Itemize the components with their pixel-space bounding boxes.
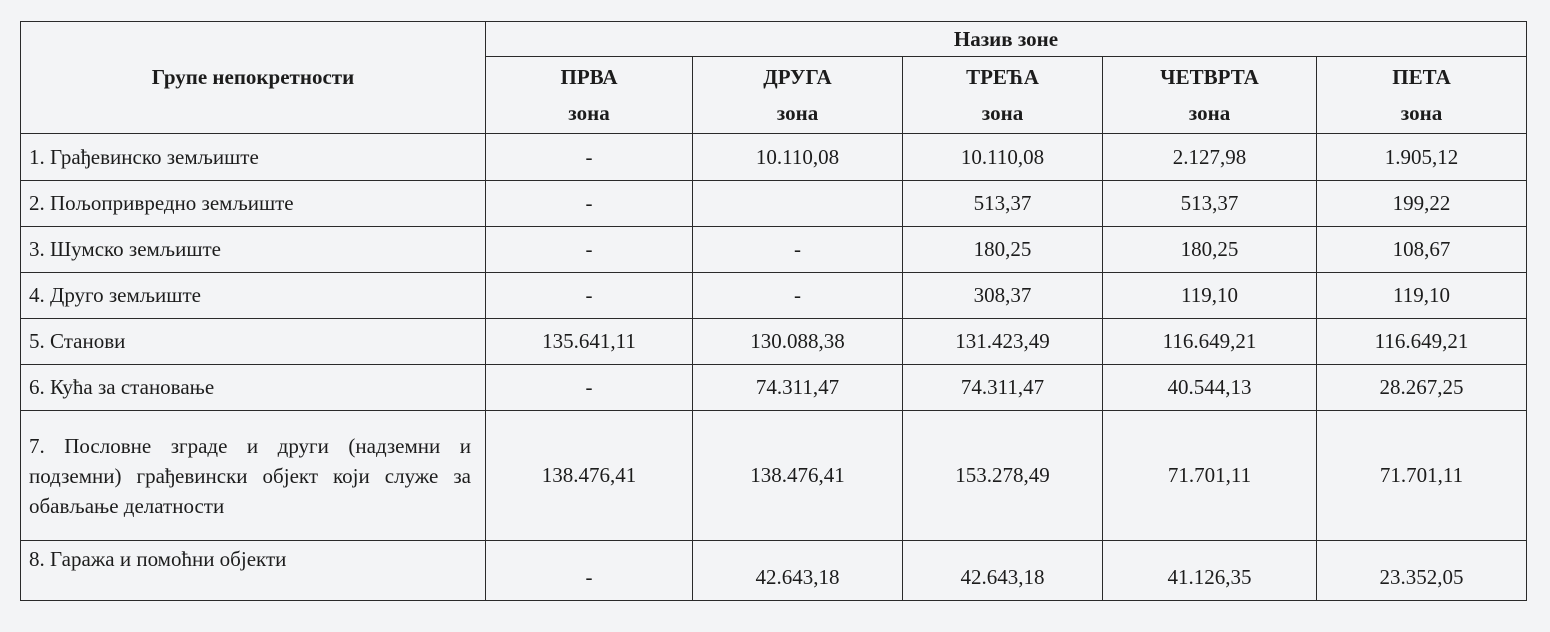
zone-column-header xyxy=(1103,57,1317,134)
table-cell: 130.088,38 xyxy=(693,319,903,365)
table-cell: 28.267,25 xyxy=(1317,365,1527,411)
table-cell: 108,67 xyxy=(1317,227,1527,273)
table-cell: 116.649,21 xyxy=(1103,319,1317,365)
table-cell: - xyxy=(693,273,903,319)
table-cell: 41.126,35 xyxy=(1103,541,1317,601)
row-label: 3. Шумско земљиште xyxy=(21,227,486,273)
table-cell: 199,22 xyxy=(1317,181,1527,227)
table-cell: 74.311,47 xyxy=(903,365,1103,411)
zone-name: ДРУГА xyxy=(763,65,832,89)
table-row xyxy=(21,227,1527,273)
table-cell: 138.476,41 xyxy=(486,411,693,541)
table-cell: 119,10 xyxy=(1103,273,1317,319)
zone-name: ПЕТА xyxy=(1392,65,1451,89)
table-cell: - xyxy=(486,134,693,181)
table-cell: 513,37 xyxy=(1103,181,1317,227)
table-cell: - xyxy=(486,365,693,411)
table-row xyxy=(21,134,1527,181)
row-label: 4. Друго земљиште xyxy=(21,273,486,319)
table-cell: 71.701,11 xyxy=(1103,411,1317,541)
table-cell: 119,10 xyxy=(1317,273,1527,319)
table-row xyxy=(21,319,1527,365)
zone-sub: зона xyxy=(776,101,819,125)
table-cell: 40.544,13 xyxy=(1103,365,1317,411)
group-column-header: Групе непокретности xyxy=(21,22,486,134)
row-label: 7. Пословне зграде и други (надземни и подземни) грађевински објект који служе за обављање делатности xyxy=(21,411,486,541)
zone-name: ТРЕЋА xyxy=(966,65,1039,89)
table-cell: 23.352,05 xyxy=(1317,541,1527,601)
row-label: 2. Пољопривредно земљиште xyxy=(21,181,486,227)
table-cell: 10.110,08 xyxy=(693,134,903,181)
table-cell: 1.905,12 xyxy=(1317,134,1527,181)
table-cell: 513,37 xyxy=(903,181,1103,227)
row-label: 6. Кућа за становање xyxy=(21,365,486,411)
table-cell: 10.110,08 xyxy=(903,134,1103,181)
table-cell: - xyxy=(486,541,693,601)
zone-column-header xyxy=(903,57,1103,134)
table-row xyxy=(21,181,1527,227)
table-cell: 42.643,18 xyxy=(693,541,903,601)
table-row xyxy=(21,411,1527,541)
table-cell: 180,25 xyxy=(1103,227,1317,273)
zone-column-header xyxy=(1317,57,1527,134)
zone-sub: зона xyxy=(568,101,610,125)
table-cell: 2.127,98 xyxy=(1103,134,1317,181)
table-row xyxy=(21,541,1527,601)
table-cell: 180,25 xyxy=(903,227,1103,273)
table-cell: 153.278,49 xyxy=(903,411,1103,541)
row-label: 1. Грађевинско земљиште xyxy=(21,134,486,181)
table-row xyxy=(21,273,1527,319)
table-cell: 131.423,49 xyxy=(903,319,1103,365)
table-row xyxy=(21,365,1527,411)
table-cell xyxy=(693,181,903,227)
table-cell: - xyxy=(486,273,693,319)
property-zone-table xyxy=(20,21,1527,601)
zone-name: ЧЕТВРТА xyxy=(1160,65,1259,89)
table-cell: 135.641,11 xyxy=(486,319,693,365)
row-label: 8. Гаража и помоћни објекти xyxy=(21,541,486,601)
table-cell: 71.701,11 xyxy=(1317,411,1527,541)
zone-column-header xyxy=(486,57,693,134)
table-cell: - xyxy=(486,181,693,227)
row-label: 5. Станови xyxy=(21,319,486,365)
zone-sub: зона xyxy=(981,101,1024,125)
zone-sub: зона xyxy=(1188,101,1231,125)
zone-column-header xyxy=(693,57,903,134)
table-cell: - xyxy=(693,227,903,273)
zone-sub: зона xyxy=(1400,101,1443,125)
table-cell: - xyxy=(486,227,693,273)
zone-name-header: Назив зоне xyxy=(486,22,1527,57)
table-cell: 308,37 xyxy=(903,273,1103,319)
table-cell: 138.476,41 xyxy=(693,411,903,541)
table-cell: 42.643,18 xyxy=(903,541,1103,601)
table-cell: 74.311,47 xyxy=(693,365,903,411)
table-cell: 116.649,21 xyxy=(1317,319,1527,365)
zone-name: ПРВА xyxy=(560,65,618,89)
